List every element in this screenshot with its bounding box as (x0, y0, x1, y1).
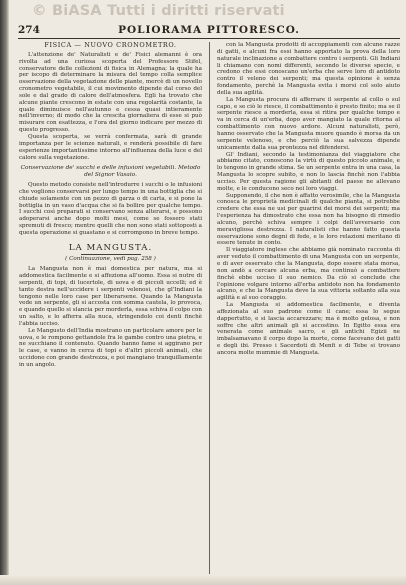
left-column (19, 42, 202, 369)
right-column (217, 42, 400, 357)
article-title: LA MANGUSTA. (68, 242, 153, 253)
page-bottom-edge (0, 575, 406, 585)
paragraph: Il viaggiatore inglese che abbiamo già nominato racconta di aver veduto il combattimento di una Mangusta con un serpente, e di aver osservato che la Mangusta, dopo essere stata morsa, non andò a cercare alcuna erba, ma continuò a combattere finchè ebbe ucciso il suo nemico. Da ciò si conclude che l'opinione volgare intorno all'erba antidoto non ha fondamento alcuno, e che la Mangusta deve la sua vittoria soltanto alla sua agilità e al suo coraggio. (217, 247, 400, 302)
page-header (18, 24, 400, 39)
article-subhead: Conservazione de' succhi e delle infusioni vegetabili. Metodo del Signor Vasaio. (20, 165, 201, 179)
paragraph: Questo metodo consiste nell'introdurre i succhi o le infusioni che vogliono conservarsi per lungo tempo in una bottiglia che si chiude solamente con un pezzo di garza o di carta, e si pone la bottiglia in un vaso d'acqua che si fa bollire per qualche tempo. I succhi così preparati si conservano senza alterarsi, e possono adoperarsi anche dopo molti mesi, come se fossero stati spremuti di fresco; mentre quelli che non sono stati sottoposti a questa operazione si guastano e si corrompono in breve tempo. (19, 182, 202, 236)
paragraph: La Mangusta si addomestica facilmente, e diventa affezionata al suo padrone come il cane; essa lo segue dappertutto, e si lascia accarezzare; ma è molto gelosa, e non soffre che altri animali gli si accostino. In Egitto essa era venerata come animale sacro, e gli antichi Egizii ne imbalsamavano il corpo dopo la morte, come facevano dei gatti e degli ibi. Presso i Sacerdoti di Menfi e di Tebe si trovano ancora molte mummie di Mangusta. (217, 302, 400, 356)
paragraph: con la Mangusta prodotti di accoppiamenti con alcune razze di gatti, e alcuni fra essi hanno apportato la prova della loro naturale inclinazione a combattere contro i serpenti. Gli Indiani li chiamano con nomi differenti, secondo le diverse specie, e credono che essi conoscano un'erba che serve loro di antidoto contro il veleno dei serpenti; ma questa opinione è senza fondamento, perchè la Mangusta evita i morsi col solo aiuto della sua agilità. (217, 42, 400, 96)
paragraph: La Mangusta non è mai domestica per natura, ma si addomestica facilmente e si affeziona all'uomo. Essa si nutre di serpenti, di topi, di lucertole, di uova e di piccoli uccelli; ed è tanto destra nell'uccidere i serpenti velenosi, che gl'Indiani la tengono nelle loro case per liberarsene. Quando la Mangusta vede un serpente, gli si accosta con somma cautela, lo provoca, e quando quello si slancia per morderla, essa schiva il colpo con un salto, e lo afferra alla nuca, stringendolo coi denti finchè l'abbia ucciso. (19, 266, 202, 327)
paragraph: Questa scoperta, se verrà confermata, sarà di grande importanza per le scienze naturali, e renderà possibile di fare esperienze importantissime intorno all'influenza della luce e del calore sulla vegetazione. (19, 133, 202, 161)
title-rule (81, 254, 141, 255)
section-title: FISICA — NUOVO CRONOMETRO. (44, 41, 177, 49)
column-divider (209, 42, 210, 574)
continuation-note: ( Continuazione, vedi pag. 258 ) (65, 256, 156, 263)
book-gutter (0, 0, 9, 585)
paragraph: Supponendo, il che non è affatto verosimile, che la Mangusta conosca le proprietà medicinali di qualche pianta, si potrebbe credere che essa ne usi per guarirsi dei morsi dei serpenti; ma l'esperienza ha dimostrato che essa non ha bisogno di rimedio alcuno, perchè schiva sempre i colpi dell'avversario con meravigliosa destrezza. I naturalisti che hanno fatto questa osservazione sono degni di fede, e le loro relazioni meritano di essere tenute in conto. (217, 192, 400, 247)
paragraph: Gl' Indiani, secondo la testimonianza del viaggiatore che abbiamo citato, conoscono la virtù di questo piccolo animale, e lo tengono in grande stima. Se un serpente entra in una casa, la Mangusta lo scopre subito, e non lo lascia finchè non l'abbia ucciso. Per questa ragione gli abitanti del paese ne allevano molte, e le conducono seco nei loro viaggi. (217, 151, 400, 192)
paragraph: L'attenzione de' Naturalisti e de' Fisici alemanni è ora rivolta ad una curiosa scoperta del Professore Stifel, conservatore delle collezioni di fisica in Alemagna; la quale ha per iscopo di determinare la misura del tempo colla semplice osservazione della vegetazione delle piante, mercè di un novello cronometro vegetabile, il cui movimento dipende dal corso del sole e dal grado di calore dell'atmosfera. Egli ha trovato che alcune piante crescono in estate con una regolarità costante, la quale diminuisce nell'autunno e cessa quasi intieramente nell'inverno; di modo che la crescita giornaliera di esse si può misurare con esattezza, e l'ora del giorno indicare per mezzo di questo progresso. (19, 51, 202, 134)
watermark-text: © BiASA Tutti i diritti riservati (32, 3, 285, 19)
paragraph: La Mangusta procura di afferrare il serpente al collo o sul capo, e se ciò le riesce, il combattimento è presto finito; ma se il serpente riesce a morderla, essa si ritira per qualche tempo e va in cerca di un'erba, dopo aver mangiato la quale ritorna al combattimento con nuovo ardore. Alcuni naturalisti, però, hanno osservato che la Mangusta muore quando è morsa da un serpente velenoso, e che perciò la sua salvezza dipende unicamente dalla sua prontezza nel difendersi. (217, 96, 400, 151)
running-title: POLIORAMA PITTORESCO. (118, 24, 300, 36)
paragraph: Le Mangusto dell'India mostrano un particolare amore per le uova, e le rompono gettandole fra le gambe contro una pietra, e ne succhiano il contenuto. Quando hanno fame si aggirano per le case, e vanno in cerca di topi e d'altri piccoli animali, che uccidono con grande destrezza, e poi mangiano tranquillamente in un angolo. (19, 327, 202, 368)
page-number: 274 (18, 24, 40, 36)
